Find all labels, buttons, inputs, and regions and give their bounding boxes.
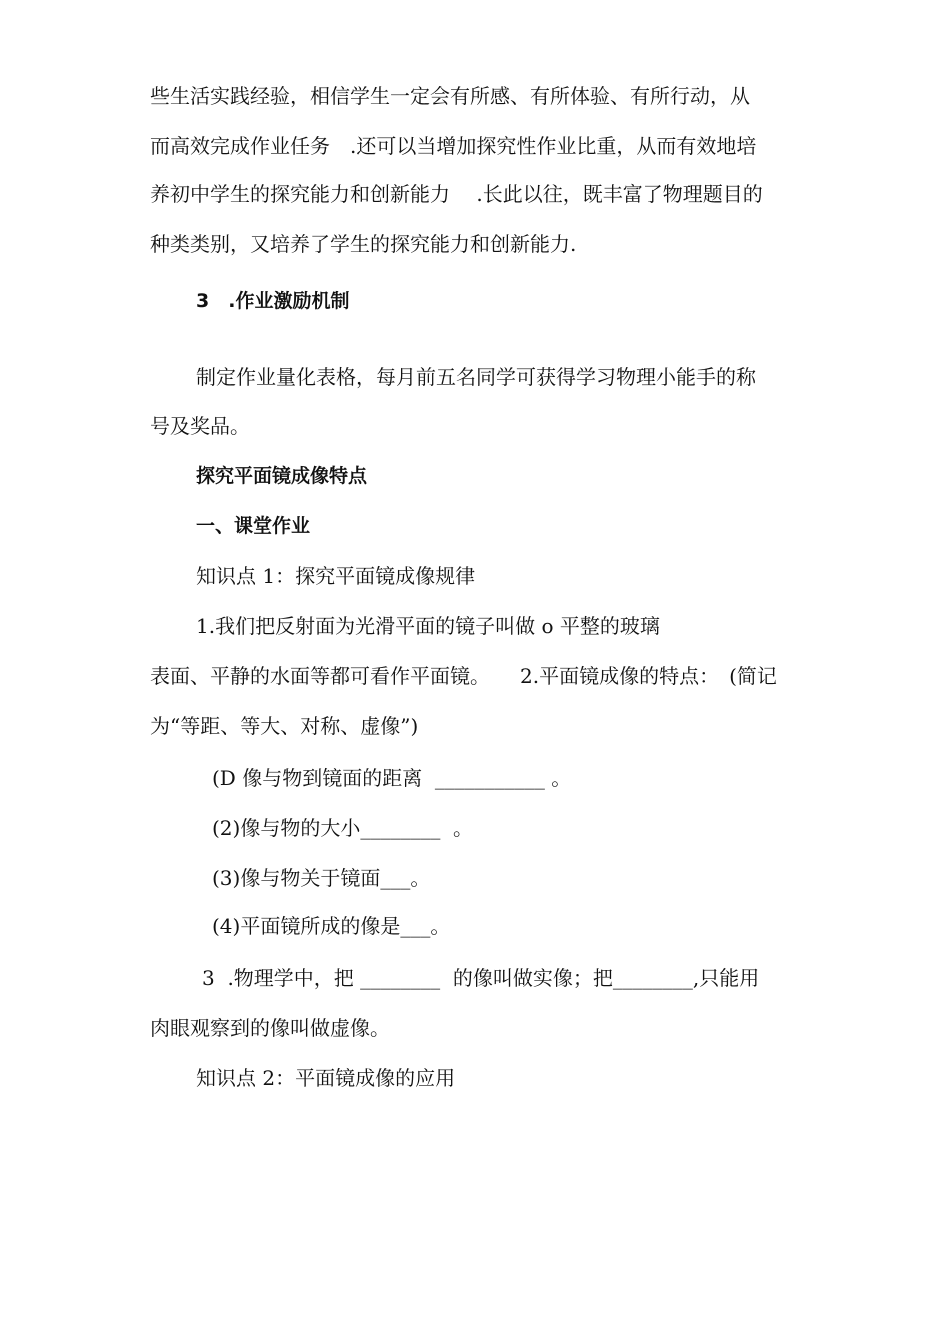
fill-in-item: (4)平面镜所成的像是___。 — [212, 914, 451, 938]
section-heading: 一、课堂作业 — [196, 515, 311, 537]
fill-in-item: (2)像与物的大小________ 。 — [212, 816, 474, 840]
paragraph-line: 号及奖品。 — [150, 414, 250, 438]
fill-in-item: (3)像与物关于镜面___。 — [212, 866, 431, 890]
paragraph-line: 而高效完成作业任务 .还可以当增加探究性作业比重，从而有效地培 — [150, 134, 757, 158]
question-line: 为“等距、等大、对称、虚像”) — [150, 714, 419, 738]
question-line: 1.我们把反射面为光滑平面的镜子叫做 o 平整的玻璃 — [196, 614, 660, 638]
fill-in-item: (D 像与物到镜面的距离 ___________ 。 — [212, 766, 572, 790]
paragraph-line: 制定作业量化表格，每月前五名同学可获得学习物理小能手的称 — [196, 365, 756, 389]
paragraph-line: 些生活实践经验，相信学生一定会有所感、有所体验、有所行动，从 — [150, 84, 750, 108]
question-line: 3 .物理学中，把 ________ 的像叫做实像；把________,只能用 — [202, 966, 760, 990]
question-line: 表面、平静的水面等都可看作平面镜。 2.平面镜成像的特点： (简记 — [150, 664, 777, 688]
paragraph-line: 种类类别，又培养了学生的探究能力和创新能力. — [150, 232, 577, 256]
document-title: 探究平面镜成像特点 — [196, 465, 368, 487]
knowledge-point-heading: 知识点 1：探究平面镜成像规律 — [196, 564, 476, 588]
paragraph-line: 养初中学生的探究能力和创新能力 .长此以往，既丰富了物理题目的 — [150, 182, 763, 206]
section-heading: 3 .作业激励机制 — [196, 290, 350, 312]
question-line: 肉眼观察到的像叫做虚像。 — [150, 1016, 390, 1040]
knowledge-point-heading: 知识点 2：平面镜成像的应用 — [196, 1066, 456, 1090]
